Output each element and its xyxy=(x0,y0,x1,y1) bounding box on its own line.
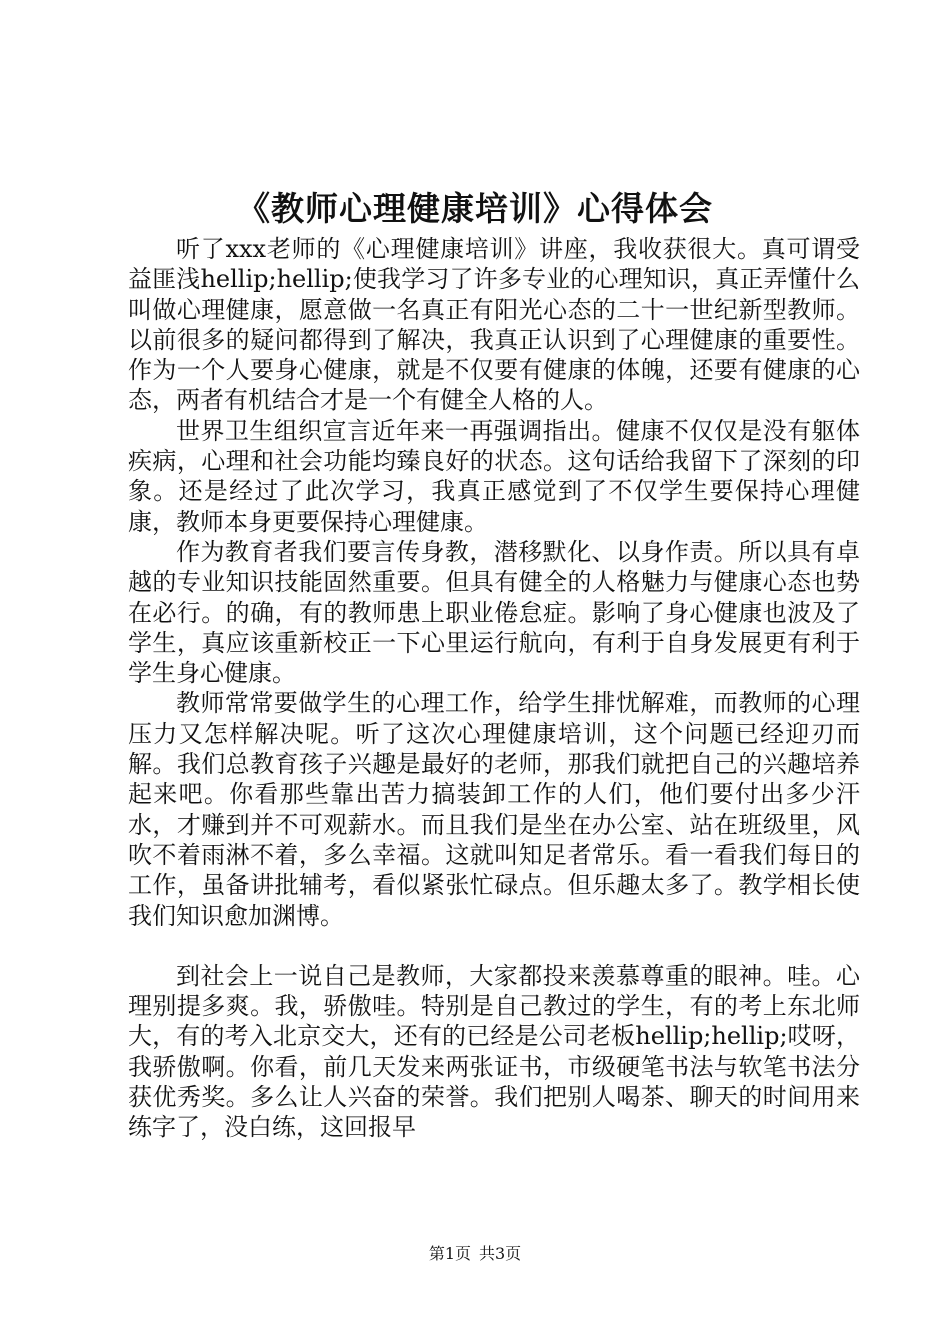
paragraph: 世界卫生组织宣言近年来一再强调指出。健康不仅仅是没有躯体疾病，心理和社会功能均臻良好的状态。这句话给我留下了深刻的印象。还是经过了此次学习，我真正感觉到了不仅学生要保持心理健康，教师本身更要保持心理健康。 xyxy=(128,416,860,536)
paragraph: 教师常常要做学生的心理工作，给学生排忧解难，而教师的心理压力又怎样解决呢。听了这次心理健康培训，这个问题已经迎刃而解。我们总教育孩子兴趣是最好的老师，那我们就把自己的兴趣培养起来吧。你看那些靠出苦力搞装卸工作的人们，他们要付出多少汗水，才赚到并不可观薪水。而且我们是坐在办公室、站在班级里，风吹不着雨淋不着，多么幸福。这就叫知足者常乐。看一看我们每日的工作，虽备讲批辅考，看似紧张忙碌点。但乐趣太多了。教学相长使我们知识愈加渊博。 xyxy=(128,689,860,930)
document-body xyxy=(128,234,860,1143)
paragraph: 作为教育者我们要言传身教，潜移默化、以身作责。所以具有卓越的专业知识技能固然重要。但具有健全的人格魅力与健康心态也势在必行。的确，有的教师患上职业倦怠症。影响了身心健康也波及了学生，真应该重新校正一下心里运行航向，有利于自身发展更有利于学生身心健康。 xyxy=(128,537,860,688)
page-number: 第1页 xyxy=(428,1244,471,1263)
page-total: 共3页 xyxy=(479,1244,522,1263)
page-footer xyxy=(0,1244,950,1264)
document-title: 《教师心理健康培训》心得体会 xyxy=(237,189,713,228)
paragraph: 到社会上一说自己是教师，大家都投来羡慕尊重的眼神。哇。心理别提多爽。我，骄傲哇。特别是自己教过的学生，有的考上东北师大，有的考入北京交大，还有的已经是公司老板hellip;hellip;哎呀，我骄傲啊。你看，前几天发来两张证书，市级硬笔书法与软笔书法分获优秀奖。多么让人兴奋的荣誉。我们把别人喝茶、聊天的时间用来练字了，没白练，这回报早 xyxy=(128,961,860,1142)
paragraph: 听了xxx老师的《心理健康培训》讲座，我收获很大。真可谓受益匪浅hellip;hellip;使我学习了许多专业的心理知识，真正弄懂什么叫做心理健康，愿意做一名真正有阳光心态的二十一世纪新型教师。以前很多的疑问都得到了解决，我真正认识到了心理健康的重要性。作为一个人要身心健康，就是不仅要有健康的体魄，还要有健康的心态，两者有机结合才是一个有健全人格的人。 xyxy=(128,235,860,415)
